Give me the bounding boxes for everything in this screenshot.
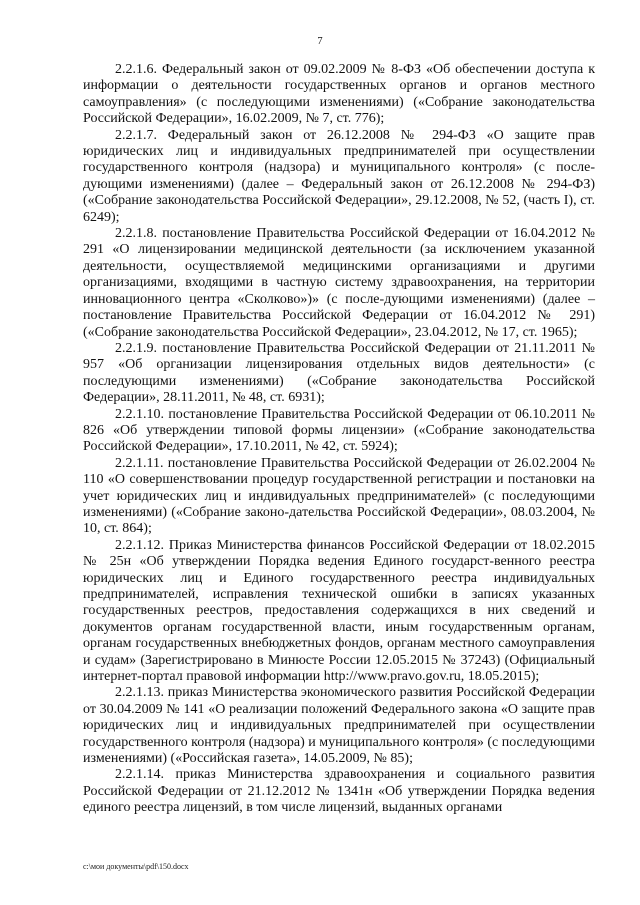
document-body (83, 62, 595, 817)
paragraph-text: постановление Правительства Российской Федерации от 06.10.2011 № 826 «Об утверждении типовой формы лицензии» («Собрание законодательства Российской Федерации», 17.10.2011, № 42, ст. 5924); (83, 406, 596, 455)
paragraph-2-2-1-8 (83, 226, 595, 341)
page-number: 7 (317, 36, 323, 47)
paragraph-number: 2.2.1.12. (115, 537, 164, 553)
paragraph-2-2-1-14 (83, 767, 595, 816)
paragraph-number: 2.2.1.11. (115, 455, 164, 471)
paragraph-text: приказ Министерства экономического развития Российской Федерации от 30.04.2009 № 141 «О реализации положений Федерального закона «О защите прав юридических лиц и индивидуальных предпринимателей при осуществлении государственного контроля (надзора) и муниципального контроля» (с последующими изменениями) («Российская газета», 14.05.2009, № 85); (83, 685, 596, 767)
paragraph-text: приказ Министерства здравоохранения и социального развития Российской Федерации от 21.12.2012 № 1341н «Об утверждении Порядка ведения единого реестра лицензий, в том числе лицензий, выданных органами (83, 767, 596, 816)
paragraph-number: 2.2.1.13. (115, 685, 164, 701)
paragraph-text: Федеральный закон от 26.12.2008 № 294-ФЗ «О защите прав юридических лиц и индивидуальных предпринимателей при осуществлении государственного контроля (надзора) и муниципального контроля» (с после-дующими изменениями) (далее – Федеральный закон от 26.12.2008 № 294-ФЗ) («Собрание законодательства Российской Федерации», 29.12.2008, № 52, (часть I), ст. 6249); (83, 127, 596, 225)
paragraph-2-2-1-13 (83, 685, 595, 767)
paragraph-number: 2.2.1.10. (115, 406, 164, 422)
paragraph-number: 2.2.1.8. (115, 226, 157, 242)
paragraph-2-2-1-12 (83, 538, 595, 686)
paragraph-text: Федеральный закон от 09.02.2009 № 8-ФЗ «Об обеспечении доступа к информации о деятельности государственных органов и органов местного самоуправления» (с последующими изменениями) («Собрание законодательства Российской Федерации», 16.02.2009, № 7, ст. 776); (83, 62, 595, 127)
paragraph-text: Приказ Министерства финансов Российской Федерации от 18.02.2015 № 25н «Об утверждении Порядка ведения Единого государст-венного реестра юридических лиц и Единого государственного реестра индивидуальных предпринимателей, исправления технической ошибки в записях указанных государственных реестров, предоставления содержащихся в них сведений и документов органам государственной власти, иным государственным органам, органам государственных внебюджетных фондов, органам местного самоуправления и судам» (Зарегистрировано в Минюсте России 12.05.2015 № 37243) (Официальный интернет-портал правовой информации http://www.pravo.gov.ru, 18.05.2015); (83, 537, 595, 685)
footer-file-path: c:\мои документы\pdf\150.docx (83, 862, 189, 871)
paragraph-text: постановление Правительства Российской Федерации от 26.02.2004 № 110 «О совершенствовании процедур государственной регистрации и постановки на учет юридических лиц и индивидуальных предпринимателей» (с последующими изменениями) («Собрание законо-дательства Российской Федерации», 08.03.2004, № 10, ст. 864); (83, 455, 595, 537)
paragraph-number: 2.2.1.9. (115, 340, 157, 356)
paragraph-2-2-1-9 (83, 341, 595, 407)
paragraph-text: постановление Правительства Российской Федерации от 16.04.2012 № 291 «О лицензировании медицинской деятельности (за исключением указанной деятельности, осуществляемой медицинскими организациями и другими организациями, входящими в частную систему здравоохранения, на территории инновационного центра «Сколково»)» (с после-дующими изменениями) (далее – постановление Правительства Российской Федерации от 16.04.2012 № 291) («Собрание законодательства Российской Федерации», 23.04.2012, № 17, ст. 1965); (83, 226, 595, 340)
paragraph-number: 2.2.1.14. (115, 767, 164, 783)
paragraph-2-2-1-7 (83, 128, 595, 226)
paragraph-number: 2.2.1.6. (115, 62, 157, 77)
paragraph-2-2-1-11 (83, 456, 595, 538)
paragraph-2-2-1-6 (83, 62, 595, 128)
paragraph-text: постановление Правительства Российской Федерации от 21.11.2011 № 957 «Об организации лицензирования отдельных видов деятельности» (с последующими изменениями) («Собрание законодательства Российской Федерации», 28.11.2011, № 48, ст. 6931); (83, 340, 596, 406)
paragraph-number: 2.2.1.7. (115, 127, 157, 143)
paragraph-2-2-1-10 (83, 407, 595, 456)
